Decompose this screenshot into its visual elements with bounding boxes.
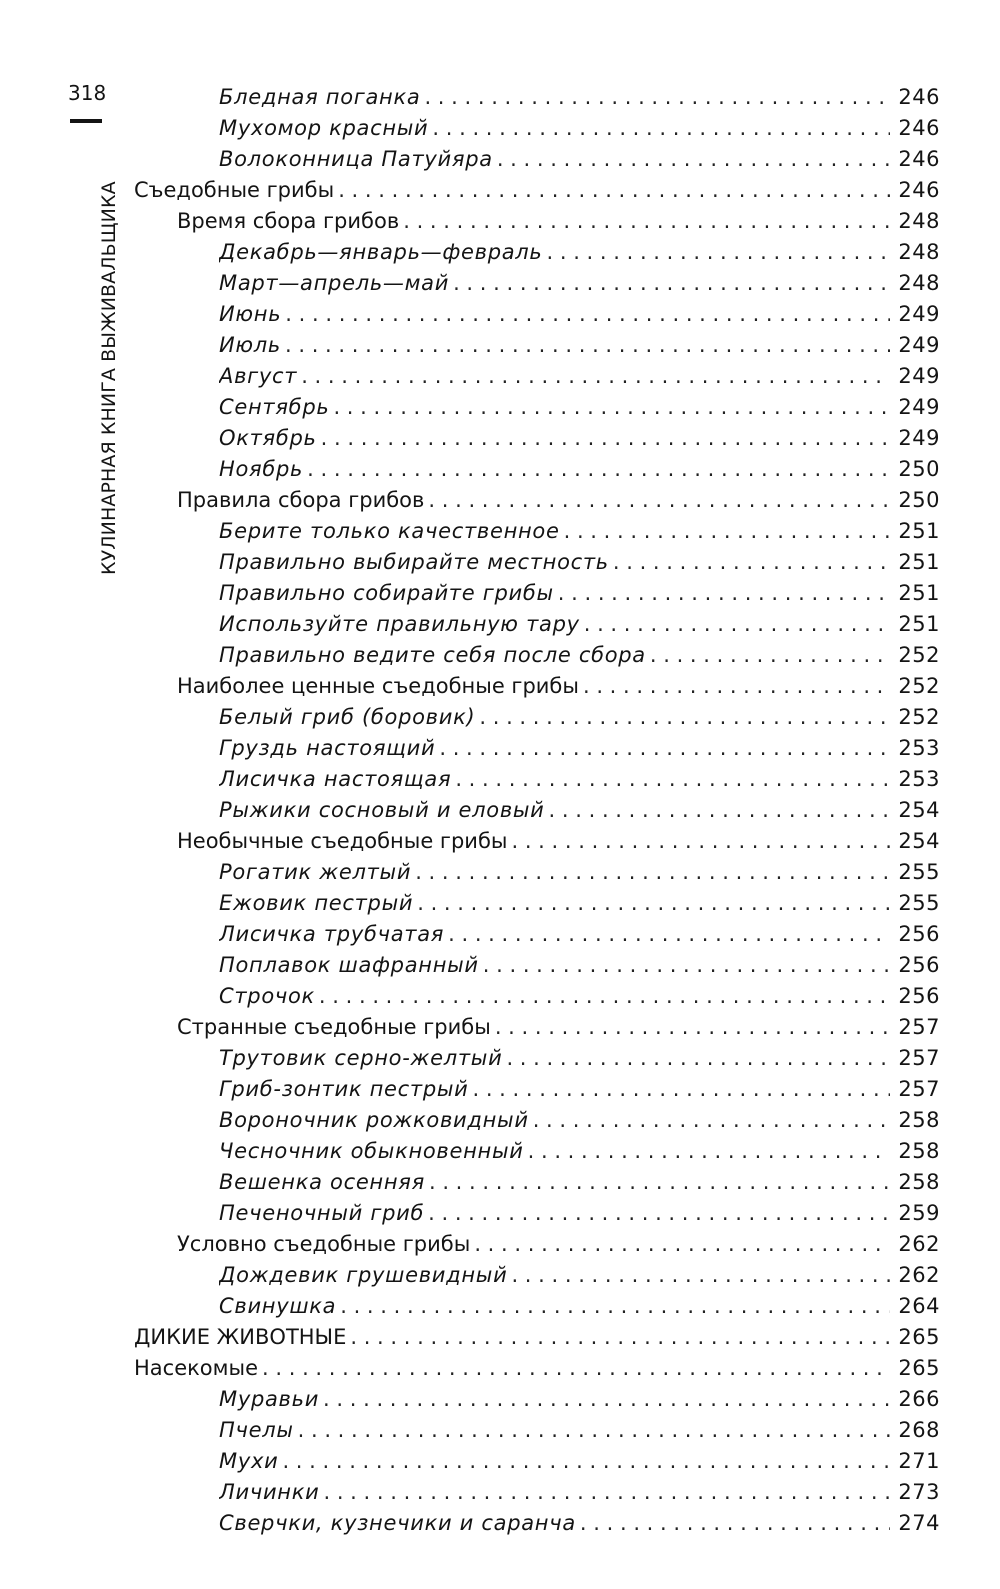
toc-entry-title: Используйте правильную тару [219,612,580,636]
toc-entry-page: 257 [898,1077,940,1101]
toc-entry [219,454,940,485]
toc-entry-title: Наиболее ценные съедобные грибы [177,674,579,698]
toc-entry-title: Трутовик серно-желтый [219,1046,503,1070]
toc-entry-title: Поплавок шафранный [219,953,479,977]
toc-entry-title: Съедобные грибы [134,178,335,202]
toc-entry-page: 255 [898,891,940,915]
dot-leader [285,330,890,361]
toc-entry [219,1167,940,1198]
toc-entry [219,1415,940,1446]
toc-entry [219,1477,940,1508]
dot-leader [455,764,890,795]
toc-entry [219,392,940,423]
toc-entry [219,733,940,764]
toc-entry [219,1384,940,1415]
toc-entry [134,1322,940,1353]
toc-entry [219,1136,940,1167]
dot-leader [350,1322,890,1353]
toc-entry-page: 246 [898,116,940,140]
toc-entry-title: Бледная поганка [219,85,421,109]
toc-entry-page: 259 [898,1201,940,1225]
dot-leader [319,981,890,1012]
toc-entry [219,950,940,981]
running-title: КУЛИНАРНАЯ КНИГА ВЫЖИВАЛЬЩИКА [98,181,120,575]
toc-entry-page: 268 [898,1418,940,1442]
toc-entry [219,423,940,454]
dot-leader [298,1415,890,1446]
toc-entry [219,1260,940,1291]
toc-entry [219,609,940,640]
dot-leader [301,361,890,392]
dot-leader [428,485,890,516]
toc-entry [219,516,940,547]
toc-entry-title: Время сбора грибов [177,209,400,233]
toc-entry [219,857,940,888]
toc-entry-page: 251 [898,550,940,574]
toc-entry-title: Ноябрь [219,457,304,481]
dot-leader [506,1043,890,1074]
toc-entry-title: Декабрь—январь—февраль [219,240,543,264]
toc-entry-title: Вороночник рожковидный [219,1108,529,1132]
toc-entry-title: Волоконница Патуйяра [219,147,493,171]
dot-leader [415,857,890,888]
toc-entry [219,1074,940,1105]
toc-entry-page: 257 [898,1046,940,1070]
toc-entry-page: 248 [898,271,940,295]
toc-entry-title: Печеночный гриб [219,1201,425,1225]
toc-entry-page: 256 [898,953,940,977]
toc-entry [219,888,940,919]
dot-leader [307,454,890,485]
toc-entry-page: 248 [898,209,940,233]
toc-entry-page: 258 [898,1139,940,1163]
dot-leader [564,516,890,547]
toc-entry-page: 253 [898,736,940,760]
toc-entry-title: Личинки [219,1480,320,1504]
toc-entry-title: Сентябрь [219,395,330,419]
toc-entry-title: Правильно собирайте грибы [219,581,554,605]
toc-entry-page: 271 [898,1449,940,1473]
toc-entry-page: 246 [898,147,940,171]
toc-entry-page: 249 [898,302,940,326]
toc-entry [219,113,940,144]
toc-entry-page: 250 [898,457,940,481]
toc-entry-page: 255 [898,860,940,884]
toc-entry [219,237,940,268]
dot-leader [323,1477,890,1508]
toc-entry [219,1043,940,1074]
toc-entry-page: 246 [898,178,940,202]
toc-entry-title: Муравьи [219,1387,320,1411]
dot-leader [528,1136,890,1167]
toc-entry [219,1446,940,1477]
toc-entry-page: 264 [898,1294,940,1318]
dot-leader [285,299,890,330]
toc-entry-title: Мухомор красный [219,116,429,140]
dot-leader [650,640,890,671]
toc-entry-page: 251 [898,519,940,543]
toc-entry-title: Белый гриб (боровик) [219,705,476,729]
toc-entry [177,1012,940,1043]
dot-leader [321,423,890,454]
dot-leader [340,1291,890,1322]
dot-leader [584,609,890,640]
toc-entry-title: Правильно ведите себя после сбора [219,643,646,667]
toc-entry-title: Гриб-зонтик пестрый [219,1077,469,1101]
dot-leader [472,1074,890,1105]
toc-entry [177,826,940,857]
toc-entry-page: 257 [898,1015,940,1039]
toc-entry-page: 256 [898,922,940,946]
dot-leader [323,1384,890,1415]
toc-entry-title: Июль [219,333,281,357]
toc-entry-page: 265 [898,1325,940,1349]
toc-entry [134,175,940,206]
toc-entry-page: 254 [898,798,940,822]
dot-leader [497,144,890,175]
toc-entry-title: Правильно выбирайте местность [219,550,609,574]
table-of-contents [0,82,1000,1539]
toc-entry-title: Рогатик желтый [219,860,412,884]
toc-entry-page: 265 [898,1356,940,1380]
toc-entry-title: Июнь [219,302,282,326]
toc-entry-page: 249 [898,364,940,388]
dot-leader [533,1105,890,1136]
toc-entry [219,1198,940,1229]
dot-leader [424,82,890,113]
toc-entry-page: 246 [898,85,940,109]
toc-entry-title: Правила сбора грибов [177,488,425,512]
toc-entry-title: Лисичка настоящая [219,767,452,791]
dot-leader [417,888,890,919]
dot-leader [338,175,890,206]
toc-entry [219,702,940,733]
toc-entry-title: Насекомые [134,1356,259,1380]
toc-entry-page: 252 [898,705,940,729]
toc-entry-page: 249 [898,333,940,357]
toc-entry [219,981,940,1012]
toc-entry-title: Лисичка трубчатая [219,922,445,946]
toc-entry-page: 251 [898,612,940,636]
toc-entry-title: Условно съедобные грибы [177,1232,471,1256]
dot-leader [483,950,890,981]
toc-entry [219,764,940,795]
toc-entry-page: 251 [898,581,940,605]
toc-entry-page: 249 [898,426,940,450]
toc-entry-title: Строчок [219,984,315,1008]
toc-entry-page: 258 [898,1108,940,1132]
dot-leader [448,919,890,950]
dot-leader [613,547,890,578]
toc-entry-page: 262 [898,1232,940,1256]
toc-entry-title: ДИКИЕ ЖИВОТНЫЕ [134,1325,347,1349]
toc-entry-title: Рыжики сосновый и еловый [219,798,545,822]
dot-leader [474,1229,890,1260]
toc-entry-title: Октябрь [219,426,317,450]
dot-leader [432,113,890,144]
toc-entry-page: 274 [898,1511,940,1535]
dot-leader [333,392,890,423]
dot-leader [547,237,891,268]
toc-entry [219,640,940,671]
toc-entry-title: Свинушка [219,1294,337,1318]
toc-entry-title: Берите только качественное [219,519,560,543]
dot-leader [439,733,890,764]
toc-entry-title: Необычные съедобные грибы [177,829,508,853]
toc-entry [177,671,940,702]
dot-leader [495,1012,890,1043]
toc-entry-title: Груздь настоящий [219,736,436,760]
toc-entry-page: 250 [898,488,940,512]
dot-leader [262,1353,890,1384]
toc-entry [219,299,940,330]
toc-entry-page: 248 [898,240,940,264]
toc-entry [177,485,940,516]
toc-entry-title: Вешенка осенняя [219,1170,425,1194]
dot-leader [428,1198,890,1229]
dot-leader [403,206,890,237]
toc-entry-page: 262 [898,1263,940,1287]
dot-leader [479,702,890,733]
toc-entry-title: Август [219,364,298,388]
dot-leader [511,1260,890,1291]
toc-entry [219,268,940,299]
toc-entry-page: 252 [898,643,940,667]
dot-leader [580,1508,890,1539]
toc-entry [219,330,940,361]
toc-entry-page: 273 [898,1480,940,1504]
toc-entry [219,578,940,609]
toc-entry-title: Пчелы [219,1418,294,1442]
toc-entry-page: 254 [898,829,940,853]
toc-entry [177,206,940,237]
dot-leader [282,1446,890,1477]
dot-leader [511,826,890,857]
toc-entry-page: 253 [898,767,940,791]
page-number: 318 [68,81,107,105]
toc-entry [219,547,940,578]
toc-entry [219,1508,940,1539]
toc-entry-page: 249 [898,395,940,419]
toc-entry [219,82,940,113]
toc-entry-page: 256 [898,984,940,1008]
toc-entry-title: Сверчки, кузнечики и саранча [219,1511,576,1535]
dot-leader [558,578,890,609]
dot-leader [549,795,890,826]
toc-entry [219,1291,940,1322]
toc-entry-page: 266 [898,1387,940,1411]
toc-entry [219,1105,940,1136]
toc-entry [219,361,940,392]
toc-entry [177,1229,940,1260]
dot-leader [429,1167,890,1198]
toc-entry-title: Март—апрель—май [219,271,450,295]
toc-entry-title: Чесночник обыкновенный [219,1139,524,1163]
toc-entry-title: Странные съедобные грибы [177,1015,491,1039]
toc-entry-title: Дождевик грушевидный [219,1263,508,1287]
dot-leader [453,268,890,299]
toc-entry-title: Ежовик пестрый [219,891,414,915]
toc-entry-page: 258 [898,1170,940,1194]
toc-entry-title: Мухи [219,1449,279,1473]
toc-entry [134,1353,940,1384]
toc-entry [219,795,940,826]
toc-entry-page: 252 [898,674,940,698]
toc-entry [219,144,940,175]
toc-entry [219,919,940,950]
dot-leader [583,671,890,702]
